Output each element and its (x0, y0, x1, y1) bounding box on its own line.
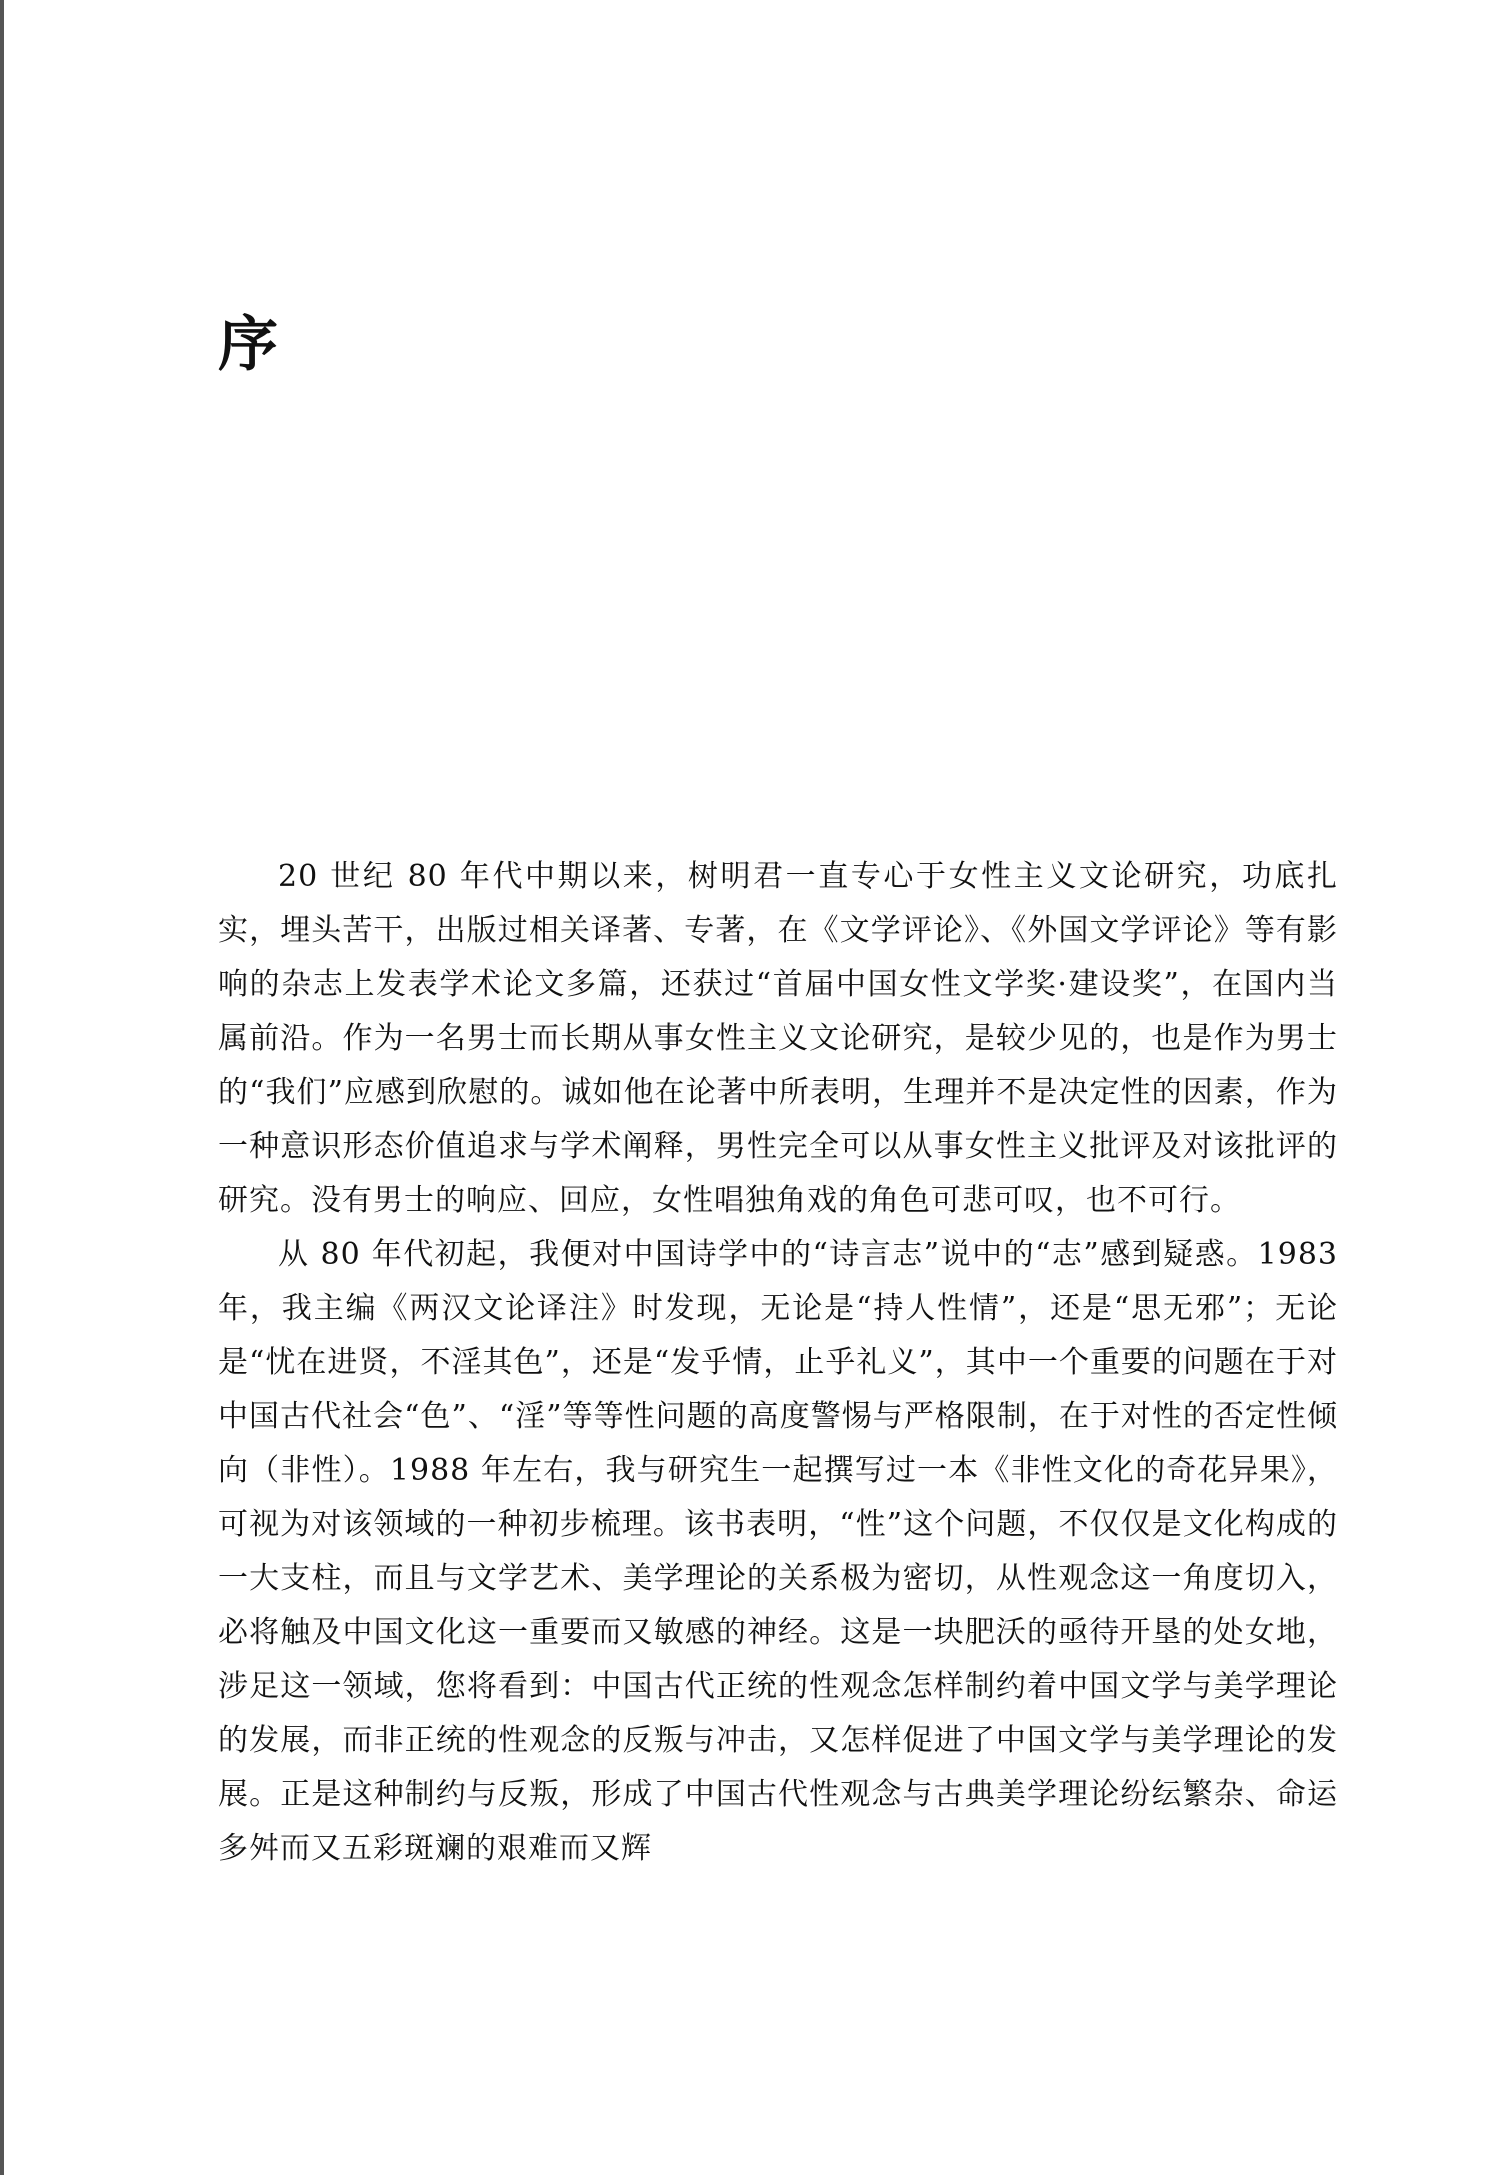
page-title: 序 (218, 310, 278, 380)
paragraph-1: 20 世纪 80 年代中期以来，树明君一直专心于女性主义文论研究，功底扎实，埋头苦干，出版过相关译著、专著，在《文学评论》、《外国文学评论》等有影响的杂志上发表学术论文多篇，还获过“首届中国女性文学奖·建设奖”，在国内当属前沿。作为一名男士而长期从事女性主义文论研究，是较少见的，也是作为男士的“我们”应感到欣慰的。诚如他在论著中所表明，生理并不是决定性的因素，作为一种意识形态价值追求与学术阐释，男性完全可以从事女性主义批评及对该批评的研究。没有男士的响应、回应，女性唱独角戏的角色可悲可叹，也不可行。 (218, 859, 1338, 1218)
paragraph-2: 从 80 年代初起，我便对中国诗学中的“诗言志”说中的“志”感到疑惑。1983 年，我主编《两汉文论译注》时发现，无论是“持人性情”，还是“思无邪”；无论是“忧在进贤，不淫其色”，还是“发乎情，止乎礼义”，其中一个重要的问题在于对中国古代社会“色”、“淫”等等性问题的高度警惕与严格限制，在于对性的否定性倾向（非性）。1988 年左右，我与研究生一起撰写过一本《非性文化的奇花异果》，可视为对该领域的一种初步梳理。该书表明，“性”这个问题，不仅仅是文化构成的一大支柱，而且与文学艺术、美学理论的关系极为密切，从性观念这一角度切入，必将触及中国文化这一重要而又敏感的神经。这是一块肥沃的亟待开垦的处女地，涉足这一领域，您将看到：中国古代正统的性观念怎样制约着中国文学与美学理论的发展，而非正统的性观念的反叛与冲击，又怎样促进了中国文学与美学理论的发展。正是这种制约与反叛，形成了中国古代性观念与古典美学理论纷纭繁杂、命运多舛而又五彩斑斓的艰难而又辉 (218, 1237, 1338, 1866)
body-text (218, 850, 1338, 1876)
